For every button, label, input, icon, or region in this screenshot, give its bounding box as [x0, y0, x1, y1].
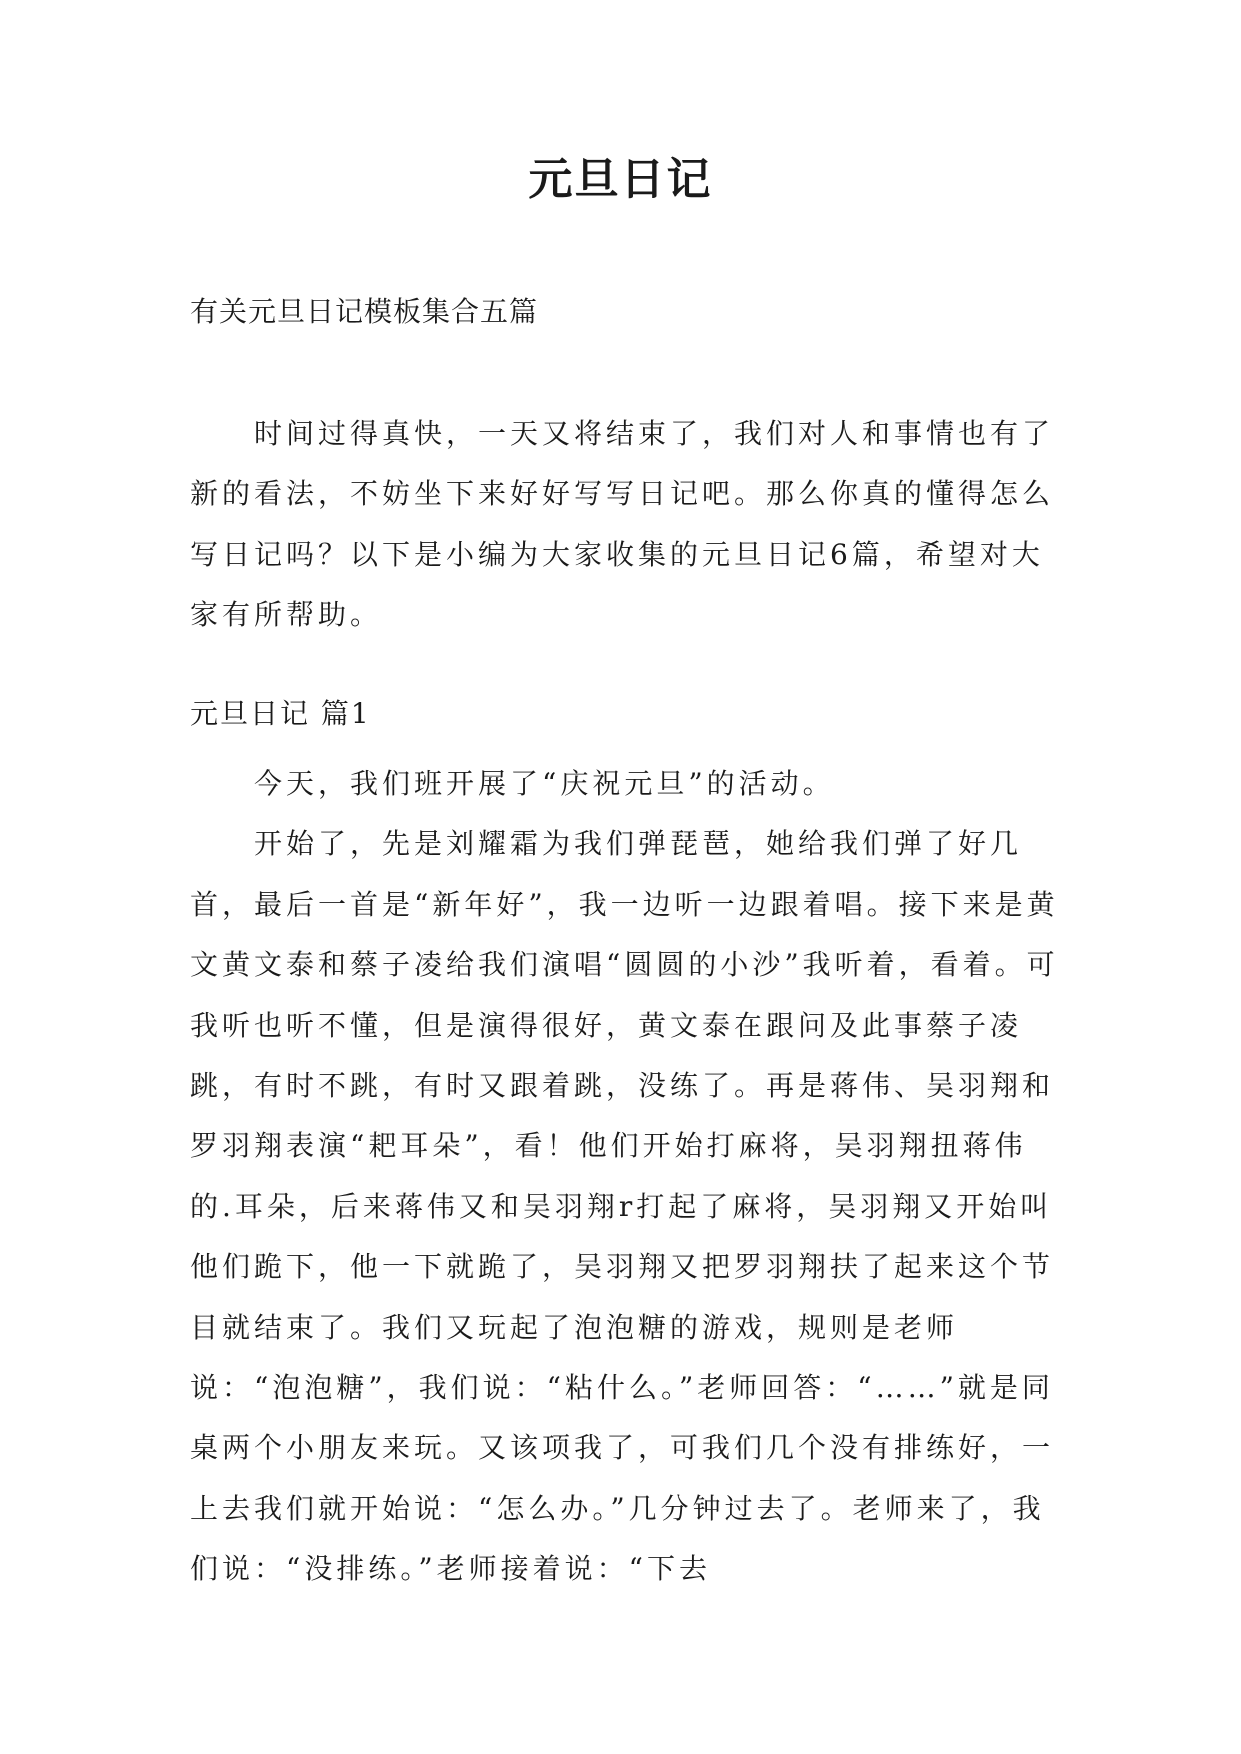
- document-title: 元旦日记: [528, 154, 713, 205]
- section-body: [190, 754, 1060, 1600]
- section-paragraph: 开始了，先是刘耀霜为我们弹琵琶，她给我们弹了好几首，最后一首是“新年好”，我一边听一边跟着唱。接下来是黄文黄文泰和蔡子凌给我们演唱“圆圆的小沙”我听着，看着。可我听也听不懂，但是演得很好，黄文泰在跟问及此事蔡子凌跳，有时不跳，有时又跟着跳，没练了。再是蒋伟、吴羽翔和罗羽翔表演“耙耳朵”，看！他们开始打麻将，吴羽翔扭蒋伟的.耳朵，后来蒋伟又和吴羽翔r打起了麻将，吴羽翔又开始叫他们跪下，他一下就跪了，吴羽翔又把罗羽翔扶了起来这个节目就结束了。我们又玩起了泡泡糖的游戏，规则是老师说：“泡泡糖”，我们说：“粘什么。”老师回答：“……”就是同桌两个小朋友来玩。又该项我了，可我们几个没有排练好，一上去我们就开始说：“怎么办。”几分钟过去了。老师来了，我们说：“没排练。”老师接着说：“下去: [190, 827, 1059, 1586]
- section-paragraph: 今天，我们班开展了“庆祝元旦”的活动。: [254, 767, 835, 800]
- document-subtitle: 有关元旦日记模板集合五篇: [190, 295, 539, 328]
- intro-paragraph: 时间过得真快，一天又将结束了，我们对人和事情也有了新的看法，不妨坐下来好好写写日记吧。那么你真的懂得怎么写日记吗？以下是小编为大家收集的元旦日记6篇，希望对大家有所帮助。: [190, 417, 1055, 632]
- section-heading: 元旦日记 篇1: [190, 697, 371, 730]
